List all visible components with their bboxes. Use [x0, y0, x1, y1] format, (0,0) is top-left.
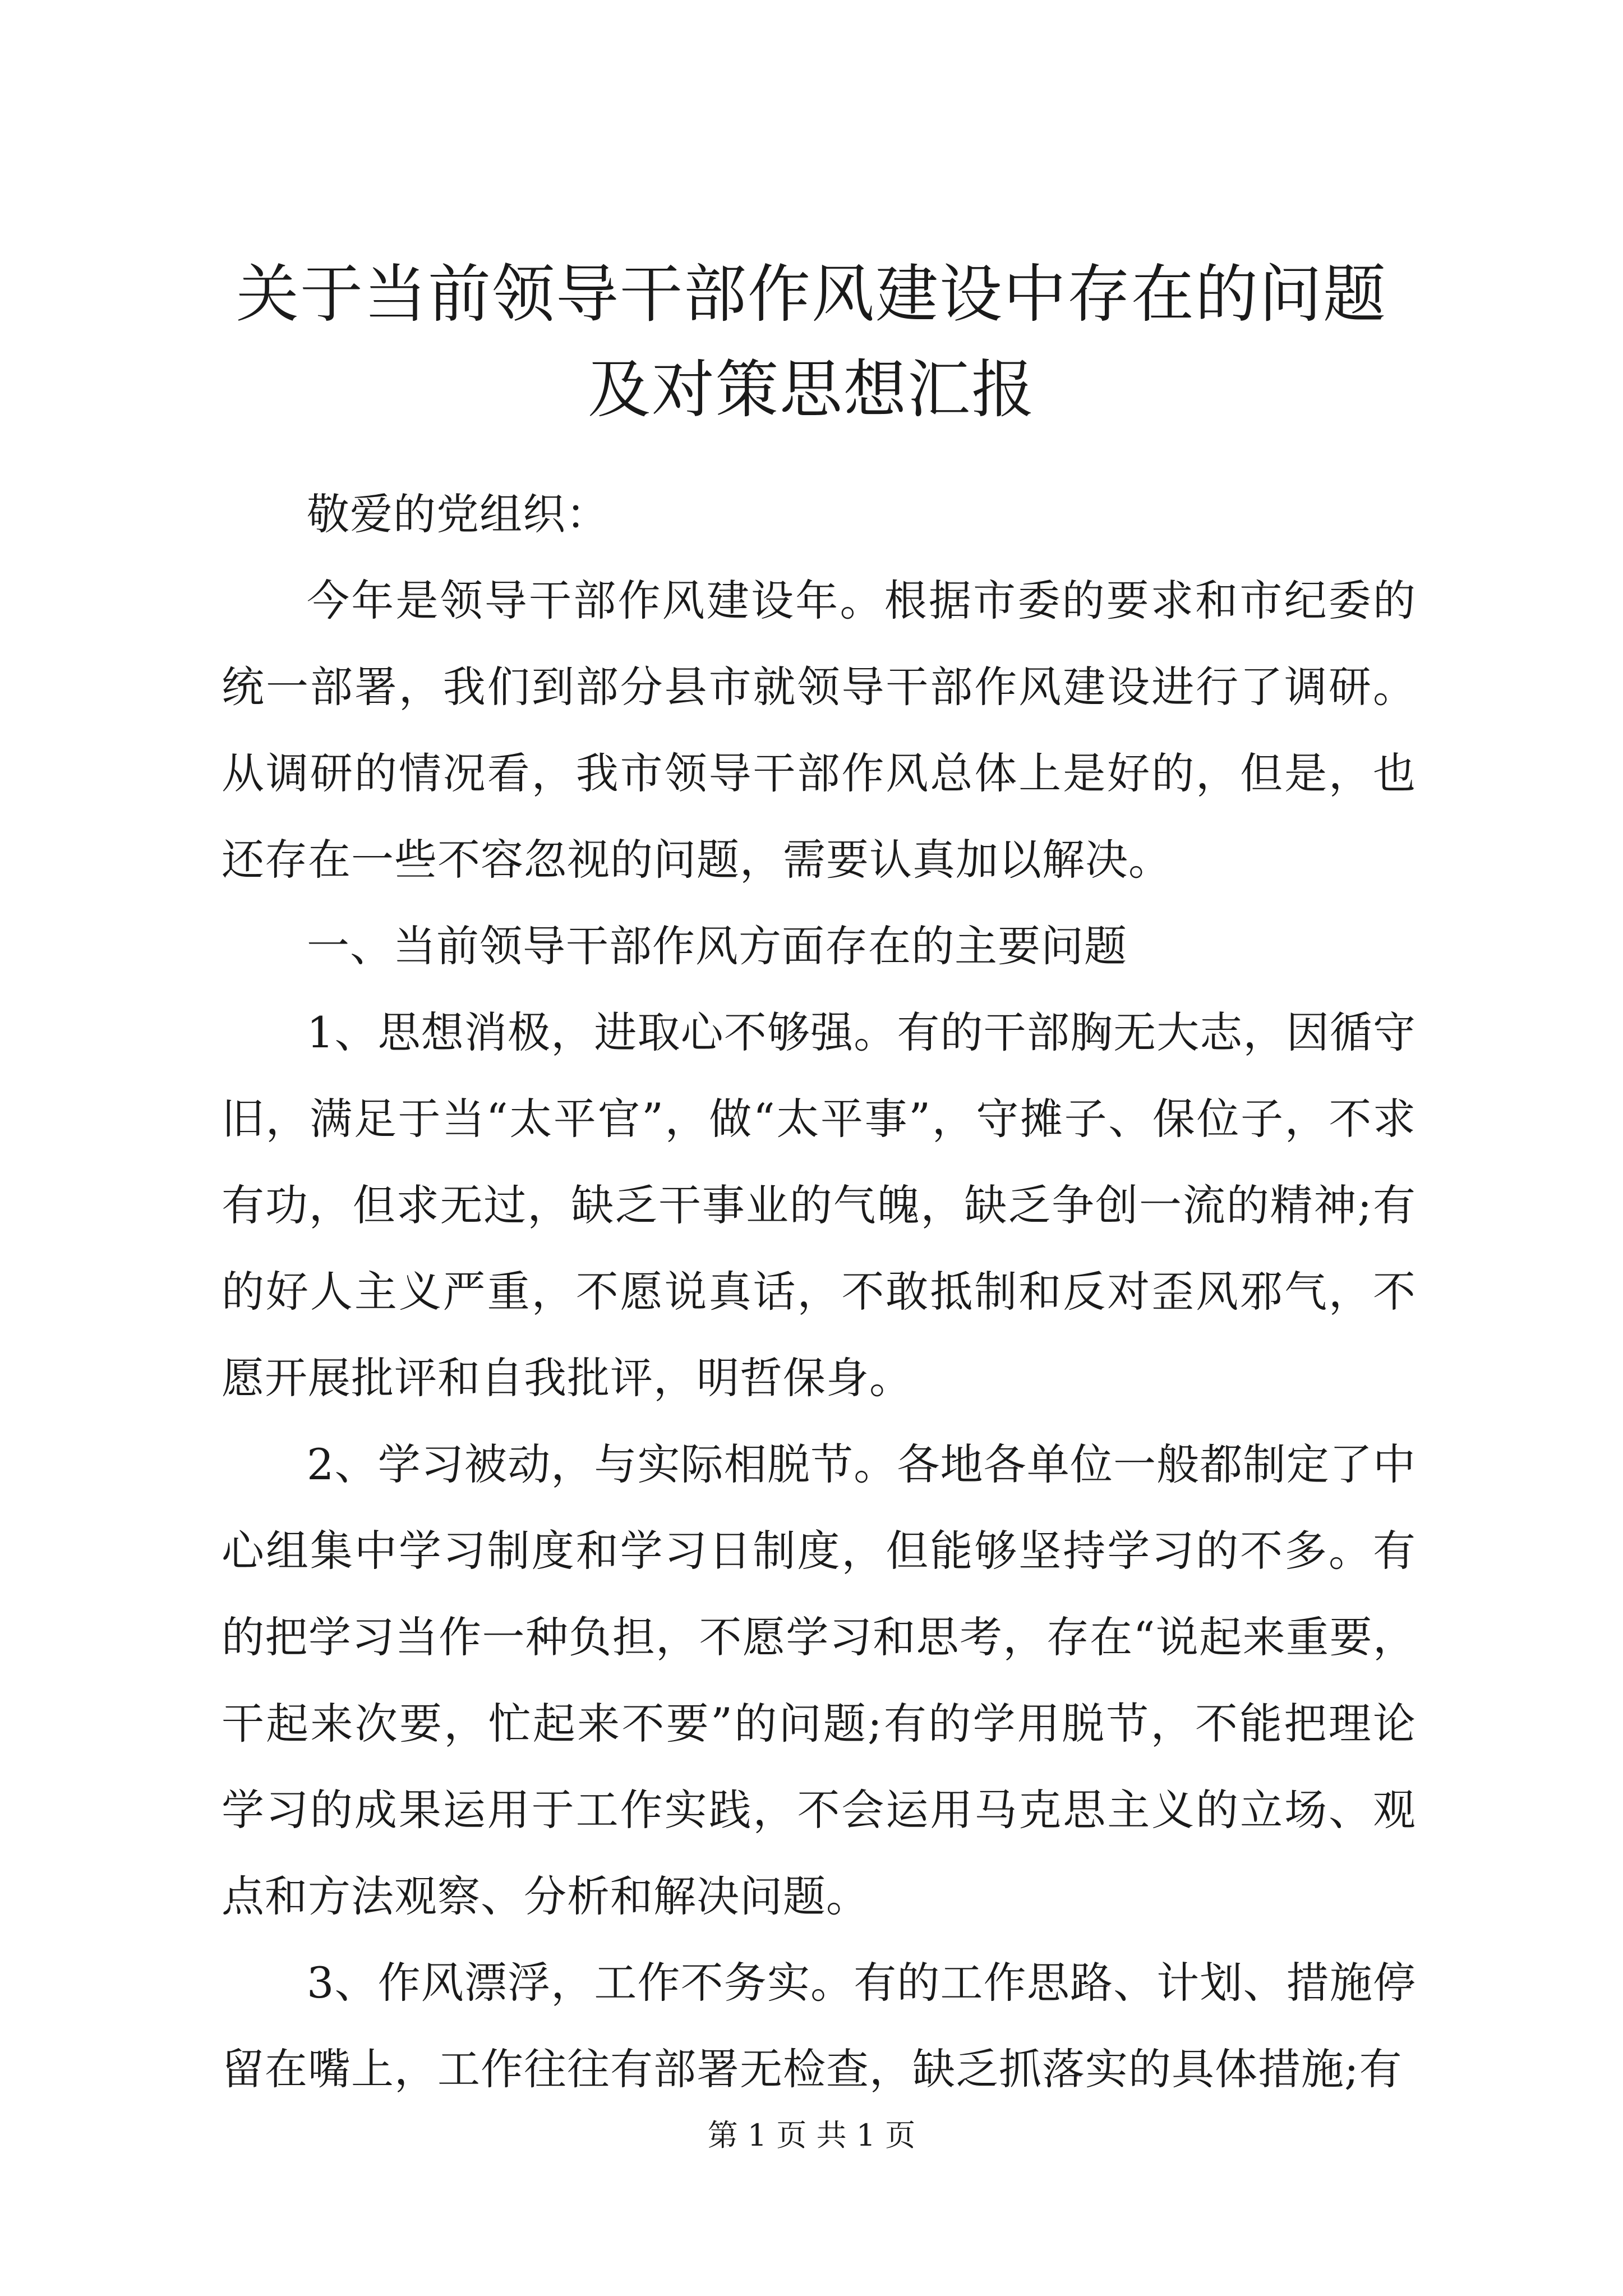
paragraph-intro: 今年是领导干部作风建设年。根据市委的要求和市纪委的统一部署，我们到部分县市就领导干部作风建设进行了调研。从调研的情况看，我市领导干部作风总体上是好的，但是，也还存在一些不容忽视的问题，需要认真加以解决。	[222, 576, 1416, 885]
paragraph-item-3: 3、作风漂浮，工作不务实。有的工作思路、计划、措施停留在嘴上，工作往往有部署无检查，缺乏抓落实的具体措施;有	[222, 1958, 1416, 2094]
document-title: 关于当前领导干部作风建设中存在的问题及对策思想汇报	[236, 258, 1387, 426]
page-footer: 第 1 页 共 1 页	[707, 2118, 916, 2153]
salutation: 敬爱的党组织：	[307, 489, 609, 539]
section-heading: 一、当前领导干部作风方面存在的主要问题	[307, 921, 1127, 971]
paragraph-item-2: 2、学习被动，与实际相脱节。各地各单位一般都制定了中心组集中学习制度和学习日制度，但能够坚持学习的不多。有的把学习当作一种负担，不愿学习和思考，存在“说起来重要，干起来次要，忙起来不要”的问题;有的学用脱节，不能把理论学习的成果运用于工作实践，不会运用马克思主义的立场、观点和方法观察、分析和解决问题。	[222, 1439, 1416, 1921]
document-body	[222, 471, 1416, 2113]
paragraph-item-1: 1、思想消极，进取心不够强。有的干部胸无大志，因循守旧，满足于当“太平官”，做“太平事”，守摊子、保位子，不求有功，但求无过，缺乏干事业的气魄，缺乏争创一流的精神;有的好人主义严重，不愿说真话，不敢抵制和反对歪风邪气，不愿开展批评和自我批评，明哲保身。	[222, 1007, 1416, 1403]
